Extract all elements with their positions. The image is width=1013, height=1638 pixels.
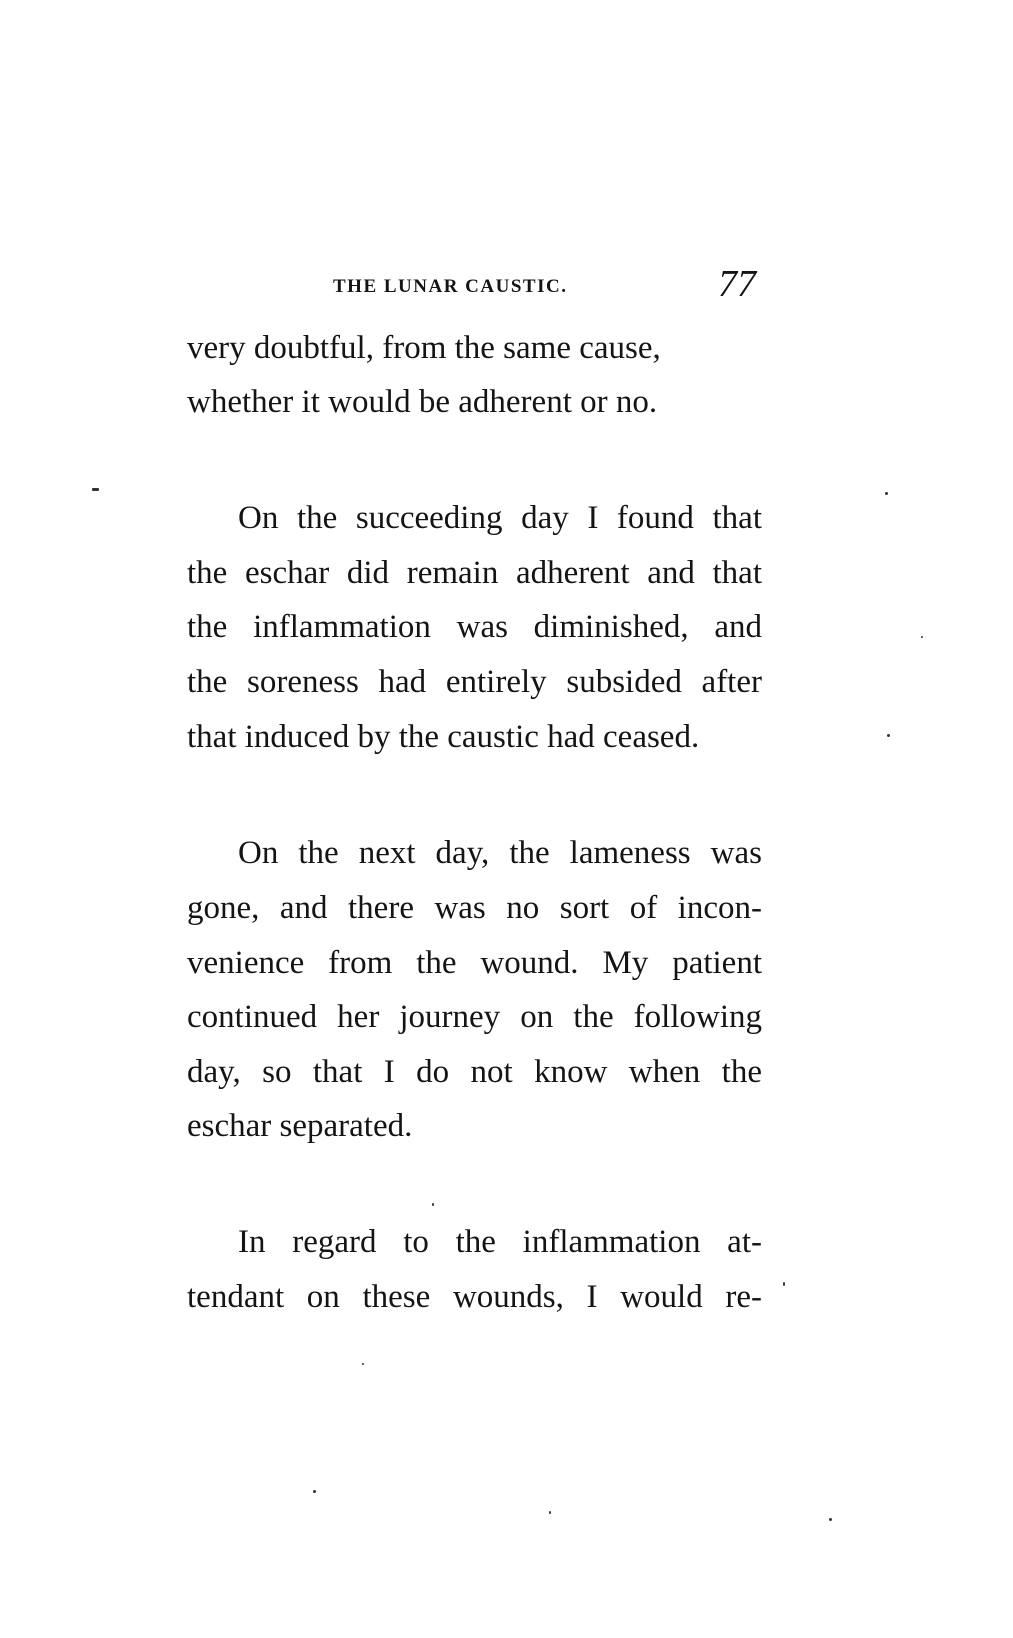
scan-speck — [783, 1282, 785, 1286]
text-line: In regard to the inflammation at- — [238, 1224, 762, 1260]
running-head: THE LUNAR CAUSTIC. — [333, 276, 568, 297]
text-line: On the succeeding day I found that — [238, 500, 762, 536]
scan-speck — [829, 1518, 832, 1521]
text-line: very doubtful, from the same cause, — [187, 330, 661, 366]
text-line: the soreness had entirely subsided after — [187, 664, 762, 700]
text-line: eschar separated. — [187, 1108, 413, 1144]
scan-speck — [887, 734, 890, 737]
scan-speck — [921, 636, 923, 638]
text-line: tendant on these wounds, I would re- — [187, 1279, 762, 1315]
text-line: the eschar did remain adherent and that — [187, 555, 762, 591]
text-line: the inflammation was diminished, and — [187, 609, 762, 645]
text-line: venience from the wound. My patient — [187, 945, 762, 981]
text-line: On the next day, the lameness was — [238, 835, 762, 871]
page-number: 77 — [718, 263, 756, 305]
scan-speck — [432, 1203, 434, 1206]
text-line: whether it would be adherent or no. — [187, 384, 658, 420]
text-line: that induced by the caustic had ceased. — [187, 719, 700, 755]
scan-speck — [313, 1490, 316, 1493]
text-line: continued her journey on the following — [187, 999, 762, 1035]
scan-speck — [362, 1363, 364, 1365]
text-line: day, so that I do not know when the — [187, 1054, 762, 1090]
text-line: gone, and there was no sort of incon- — [187, 890, 762, 926]
scan-speck — [885, 492, 888, 495]
scan-speck — [92, 488, 99, 491]
scan-speck — [549, 1511, 551, 1514]
